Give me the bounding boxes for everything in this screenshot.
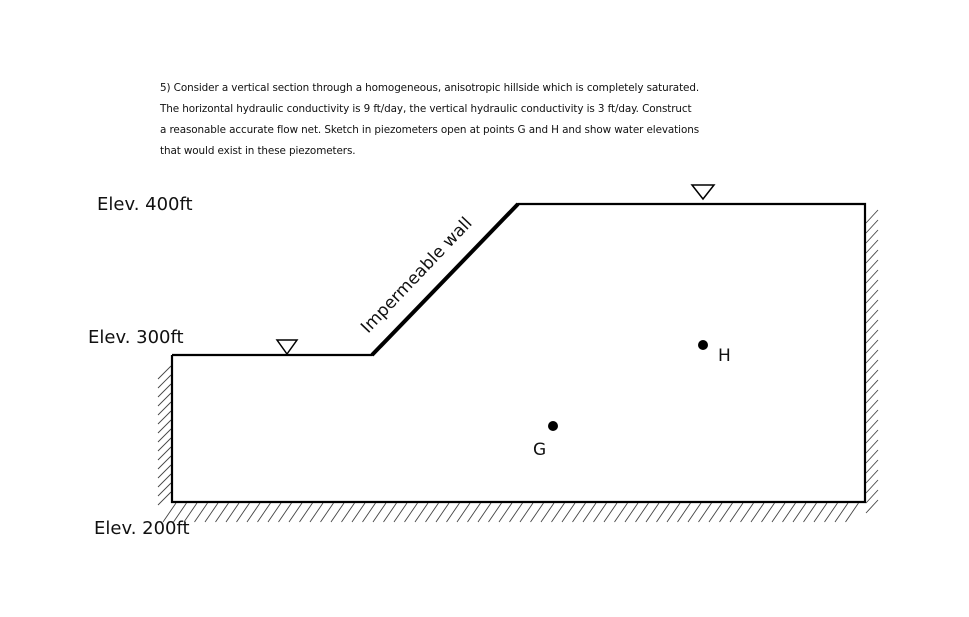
hatch-tick: [195, 503, 208, 522]
hatch-tick: [866, 400, 878, 413]
hatch-tick: [866, 240, 878, 253]
hatch-tick: [762, 503, 775, 522]
hatch-tick: [866, 310, 878, 323]
hatch-tick: [531, 503, 544, 522]
hatch-tick: [804, 503, 817, 522]
hatch-tick: [866, 360, 878, 373]
hatch-tick: [835, 503, 848, 522]
hatch-tick: [646, 503, 659, 522]
hatch-tick: [363, 503, 376, 522]
hatch-tick: [373, 503, 386, 522]
hatch-tick: [866, 380, 878, 393]
hatch-tick: [289, 503, 302, 522]
hatch-tick: [657, 503, 670, 522]
hatch-tick: [300, 503, 313, 522]
hatch-tick: [184, 503, 197, 522]
problem-line: 5) Consider a vertical section through a homogeneous, anisotropic hillside which is completely saturated.: [160, 82, 700, 94]
hatch-tick: [866, 420, 878, 433]
elevation-400-label: Elev. 400ft: [97, 194, 193, 215]
hatch-tick: [394, 503, 407, 522]
hatch-tick: [415, 503, 428, 522]
hatch-tick: [793, 503, 806, 522]
hatch-tick: [741, 503, 754, 522]
hatch-tick: [625, 503, 638, 522]
hatch-tick: [468, 503, 481, 522]
hatch-tick: [541, 503, 554, 522]
hatch-tick: [352, 503, 365, 522]
hatch-tick: [866, 250, 878, 263]
hatch-tick: [174, 503, 187, 522]
hatch-tick: [846, 503, 859, 522]
hatch-tick: [426, 503, 439, 522]
bottom-boundary-hatching: [163, 503, 859, 522]
hatch-tick: [866, 390, 878, 403]
hatch-tick: [310, 503, 323, 522]
left-boundary-hatching: [158, 366, 171, 505]
impermeable-wall: [372, 204, 518, 355]
elevation-300-label: Elev. 300ft: [88, 327, 184, 348]
hatch-tick: [866, 460, 878, 473]
hatch-tick: [866, 270, 878, 283]
hatch-tick: [226, 503, 239, 522]
point-h-marker: [698, 340, 708, 350]
hatch-tick: [405, 503, 418, 522]
right-boundary-hatching: [866, 210, 878, 513]
point-g-marker: [548, 421, 558, 431]
hatch-tick: [866, 450, 878, 463]
hatch-tick: [562, 503, 575, 522]
hatch-tick: [510, 503, 523, 522]
hatch-tick: [552, 503, 565, 522]
hatch-tick: [499, 503, 512, 522]
hatch-tick: [688, 503, 701, 522]
hatch-tick: [866, 470, 878, 483]
impermeable-wall-label: Impermeable wall: [357, 213, 477, 338]
hatch-tick: [321, 503, 334, 522]
hatch-tick: [783, 503, 796, 522]
point-g-label: G: [533, 440, 547, 460]
hatch-tick: [866, 290, 878, 303]
hatch-tick: [730, 503, 743, 522]
hatch-tick: [237, 503, 250, 522]
hatch-tick: [866, 480, 878, 493]
hatch-tick: [457, 503, 470, 522]
problem-line: The horizontal hydraulic conductivity is 9 ft/day, the vertical hydraulic conductivity is 3 ft/day. Construct: [160, 103, 692, 115]
water-table-icon: [692, 185, 714, 199]
water-table-icon: [277, 340, 297, 354]
hatch-tick: [699, 503, 712, 522]
hatch-tick: [247, 503, 260, 522]
hatch-tick: [342, 503, 355, 522]
hatch-tick: [866, 260, 878, 273]
hatch-tick: [866, 340, 878, 353]
hatch-tick: [615, 503, 628, 522]
hatch-tick: [489, 503, 502, 522]
hatch-tick: [258, 503, 271, 522]
problem-line: that would exist in these piezometers.: [160, 145, 356, 157]
hatch-tick: [720, 503, 733, 522]
hatch-tick: [866, 320, 878, 333]
point-h-label: H: [718, 346, 731, 366]
hatch-tick: [866, 500, 878, 513]
hatch-tick: [709, 503, 722, 522]
hatch-tick: [279, 503, 292, 522]
hatch-tick: [866, 370, 878, 383]
hatch-tick: [866, 230, 878, 243]
hatch-tick: [573, 503, 586, 522]
hatch-tick: [667, 503, 680, 522]
problem-line: a reasonable accurate flow net. Sketch in piezometers open at points G and H and show water elevations: [160, 124, 700, 136]
hatch-tick: [866, 430, 878, 443]
hatch-tick: [268, 503, 281, 522]
hatch-tick: [478, 503, 491, 522]
hatch-tick: [331, 503, 344, 522]
hatch-tick: [866, 300, 878, 313]
hatch-tick: [866, 440, 878, 453]
hatch-tick: [216, 503, 229, 522]
hatch-tick: [866, 280, 878, 293]
hatch-tick: [825, 503, 838, 522]
hatch-tick: [866, 210, 878, 223]
hatch-tick: [866, 410, 878, 423]
hatch-tick: [594, 503, 607, 522]
hatch-tick: [814, 503, 827, 522]
hatch-tick: [436, 503, 449, 522]
hillside-outline: [172, 204, 865, 502]
hatch-tick: [520, 503, 533, 522]
hatch-tick: [751, 503, 764, 522]
hatch-tick: [866, 330, 878, 343]
hatch-tick: [604, 503, 617, 522]
hatch-tick: [583, 503, 596, 522]
hatch-tick: [866, 350, 878, 363]
hatch-tick: [678, 503, 691, 522]
hatch-tick: [866, 220, 878, 233]
hatch-tick: [163, 503, 176, 522]
hatch-tick: [636, 503, 649, 522]
hatch-tick: [384, 503, 397, 522]
hatch-tick: [866, 490, 878, 503]
hatch-tick: [447, 503, 460, 522]
elevation-200-label: Elev. 200ft: [94, 518, 190, 539]
hatch-tick: [205, 503, 218, 522]
hatch-tick: [772, 503, 785, 522]
